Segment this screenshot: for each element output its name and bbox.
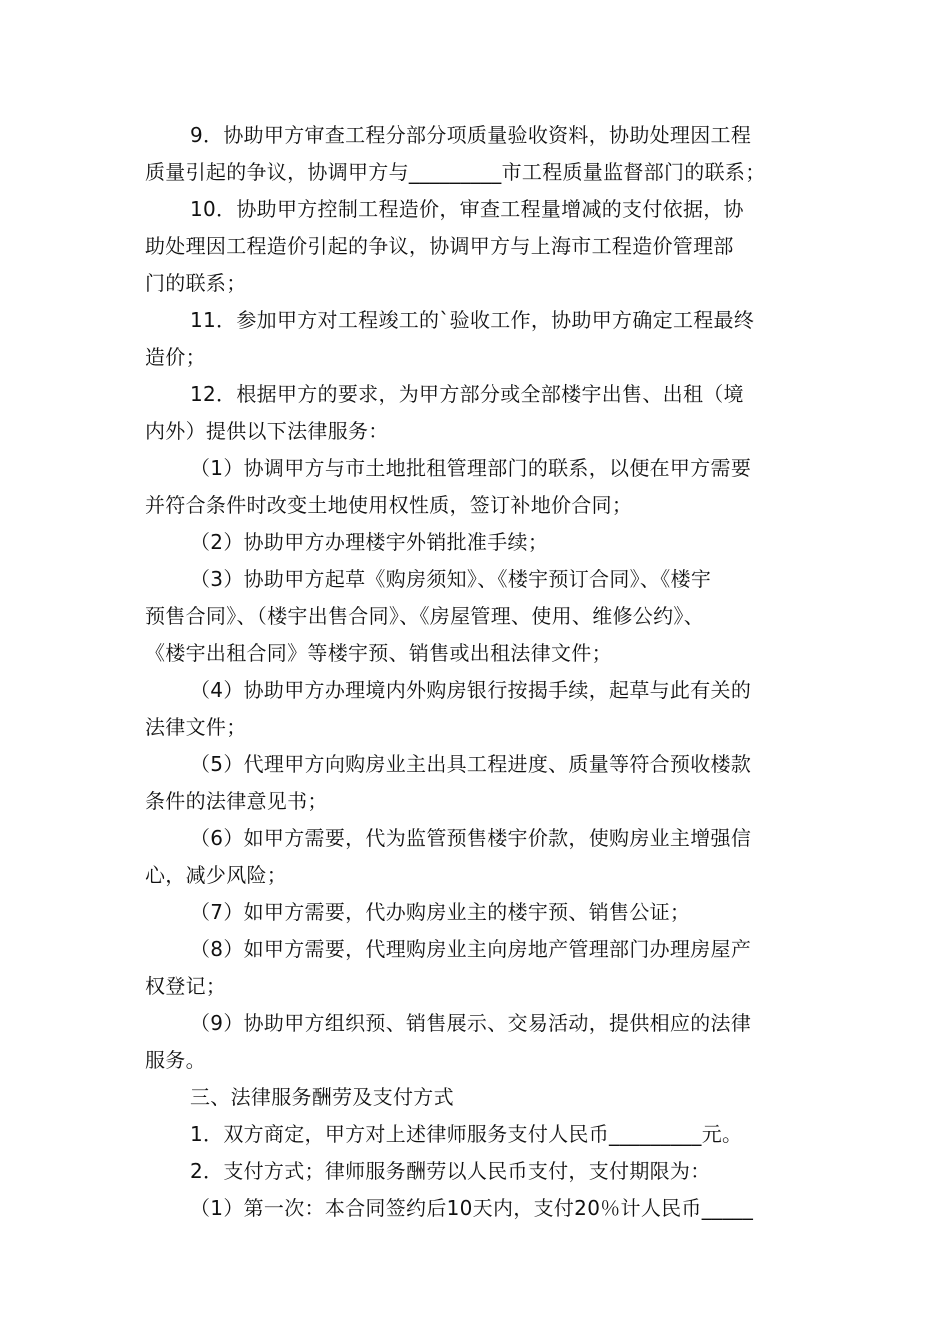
text-line: （8）如甲方需要，代理购房业主向房地产管理部门办理房屋产 [190,937,752,961]
text-line: 助处理因工程造价引起的争议，协调甲方与上海市工程造价管理部 [145,234,734,258]
text-line: 2．支付方式；律师服务酬劳以人民币支付，支付期限为： [190,1159,711,1183]
text-line: （6）如甲方需要，代为监管预售楼宇价款，使购房业主增强信 [190,826,752,850]
text-line: （4）协助甲方办理境内外购房银行按揭手续，起草与此有关的 [190,678,752,702]
text-line: 预售合同》、（楼宇出售合同》、《房屋管理、使用、维修公约》、 [145,604,704,628]
text-line: 条件的法律意见书； [145,789,328,813]
text-line: （1）协调甲方与市土地批租管理部门的联系，以便在甲方需要 [190,456,752,480]
text-line: 法律文件； [145,715,247,739]
text-line: （3）协助甲方起草《购房须知》、《楼宇预订合同》、《楼宇 [190,567,712,591]
text-line: （7）如甲方需要，代办购房业主的楼宇预、销售公证； [190,900,691,924]
document-body [145,117,810,1227]
text-line: 《楼宇出租合同》等楼宇预、销售或出租法律文件； [145,641,612,665]
text-line: 12．根据甲方的要求，为甲方部分或全部楼宇出售、出租（境 [190,382,744,406]
text-line: （2）协助甲方办理楼宇外销批准手续； [190,530,549,554]
text-line: 内外）提供以下法律服务： [145,419,389,443]
text-line: 服务。 [145,1048,206,1072]
text-line: （1）第一次：本合同签约后10天内，支付20％计人民币_____ [190,1196,754,1220]
text-line: （9）协助甲方组织预、销售展示、交易活动，提供相应的法律 [190,1011,752,1035]
text-line: 10．协助甲方控制工程造价，审查工程量增减的支付依据，协 [190,197,744,221]
text-line: 门的联系； [145,271,247,295]
text-line: 9．协助甲方审查工程分部分项质量验收资料，协助处理因工程 [190,123,752,147]
text-line: 并符合条件时改变土地使用权性质，签订补地价合同； [145,493,633,517]
text-line: 造价； [145,345,206,369]
text-line: 11．参加甲方对工程竣工的`验收工作，协助甲方确定工程最终 [190,308,755,332]
text-line: 质量引起的争议，协调甲方与_________市工程质量监督部门的联系； [145,160,766,184]
text-line: （5）代理甲方向购房业主出具工程进度、质量等符合预收楼款 [190,752,752,776]
section-heading: 三、法律服务酬劳及支付方式 [190,1085,454,1109]
text-line: 权登记； [145,974,227,998]
text-line: 1．双方商定，甲方对上述律师服务支付人民币_________元。 [190,1122,743,1146]
text-line: 心，减少风险； [145,863,288,887]
